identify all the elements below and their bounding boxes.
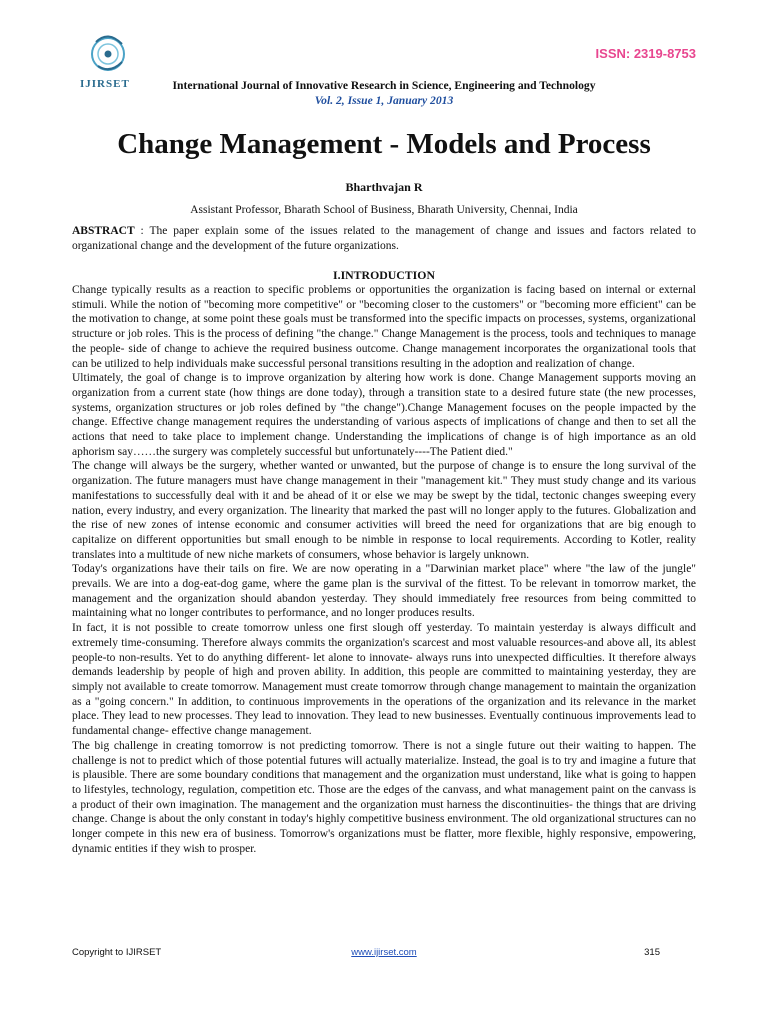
paragraph: Change typically results as a reaction to specific problems or opportunities the organization is facing based on internal or external stimuli. While the notion of "becoming more competitive" or "becoming closer to the customers" or "becoming more efficient" can be the motivation to change, at some point these goals must be transformed into the specific impacts on processes, systems, organizational structure or job roles. This is the process of defining "the change." Change Management is the process, tools and techniques to manage the people- side of change to achieve the required business outcome. Change management incorporates the organizational tools that can be utilized to help individuals make successful personal transitions resulting in the adoption and realization of change. xyxy=(72,284,696,370)
logo-text: IJIRSET xyxy=(80,78,130,90)
abstract xyxy=(72,224,696,254)
paragraph: Ultimately, the goal of change is to improve organization by altering how work is done. Change Management supports moving an organization from a current state (how things are done today), through a transition state to a desired future state (the new processes, systems, organization structures or job roles defined by "the change").Change Management focuses on the people impacted by the change. Effective change management requires the understanding of various aspects of implications of change and then to set all the actions that need to take place to implement change. Understanding the implications of change is of high importance as an old aphorism say……the surgery was completely successful but unfortunately----The Patient died." xyxy=(72,372,696,458)
journal-name: International Journal of Innovative Research in Science, Engineering and Technology xyxy=(172,79,596,92)
author-affiliation: Assistant Professor, Bharath School of Business, Bharath University, Chennai, India xyxy=(190,204,578,216)
introduction-body xyxy=(72,283,696,856)
footer-page-number: 315 xyxy=(644,947,660,958)
footer-copyright: Copyright to IJIRSET xyxy=(72,947,162,958)
abstract-label: ABSTRACT xyxy=(72,225,135,237)
paragraph: The change will always be the surgery, whether wanted or unwanted, but the purpose of change is to ensure the long survival of the organization. The future managers must have change management in their "management kit." They must study change and its various manifestations to successfully deal with it and be ahead of it or else we may be swept by the tidal, tectonic changes sweeping every nation, every industry, and every organization. The linearity that marked the past will no longer apply to the futures. Globalization and the rise of new zones of intense economic and consumer activities will breed the need for organizations that are big enough to capitalize on different opportunities but small enough to be nimble in response to local requirements. According to Kotler, reality translates into a multitude of new niche markets of consumers, whose behavior is largely unknown. xyxy=(72,460,696,561)
section-heading: I.INTRODUCTION xyxy=(333,268,435,282)
paragraph: The big challenge in creating tomorrow is not predicting tomorrow. There is not a single future out their waiting to happen. The challenge is not to predict which of those potential futures will actually materialize. Instead, the goal is to try and imagine a future that is plausible. There are some boundary conditions that management and the organization must understand, like what is going to happen to lifestyles, technology, regulation, competition etc. Those are the edges of the canvass, and what management paint on the canvass is a product of their own imagination. The management and the organization must harness the discontinuities- the things that are driving change. Change is about the only constant in today's highly competitive business environment. The old organizational structures can no longer compete in this new era of business. Tomorrow's organizations must be flatter, more flexible, highly responsive, empowering, dynamic entities if they wish to prosper. xyxy=(72,739,696,855)
paper-author: Bharthvajan R xyxy=(345,180,423,194)
paper-title: Change Management - Models and Process xyxy=(117,128,651,160)
paragraph: Today's organizations have their tails on fire. We are now operating in a "Darwinian market place" where "the law of the jungle" prevails. We are into a dog-eat-dog game, where the game plan is the survival of the fittest. To be relevant in tomorrow market, the management and the organization should abandon yesterday. They should immediately free resources from being committed to maintaining what no longer contributes to performance, and no longer produces results. xyxy=(72,563,696,620)
abstract-text: : The paper explain some of the issues related to the management of change and issues and factors related to organizational change and the development of the future organizations. xyxy=(72,225,696,252)
issn-label: ISSN: 2319-8753 xyxy=(595,46,696,61)
journal-volume-issue: Vol. 2, Issue 1, January 2013 xyxy=(314,94,454,107)
paragraph: In fact, it is not possible to create tomorrow unless one first slough off yesterday. To maintain yesterday is always difficult and extremely time-consuming. Therefore always commits the organization's scarcest and most valuable resources-and above all, its ablest people-to non-results. Yet to do anything different- let alone to innovate- always runs into unexpected difficulties. It therefore always demands leadership by people of high and proven ability. In addition, this people are committed to maintaining yesterday, they are simply not available to create tomorrow. Management must create tomorrow through change management to maintain the organization as a "going concern." In addition, to continuous improvements in the operations of the organization and its relevance in the market place. They lead to new processes. They lead to innovation. They lead to new businesses. Eventually continuous improvements lead to fundamental change- effective change management. xyxy=(72,622,696,738)
footer-website-link[interactable]: www.ijirset.com xyxy=(351,947,417,958)
